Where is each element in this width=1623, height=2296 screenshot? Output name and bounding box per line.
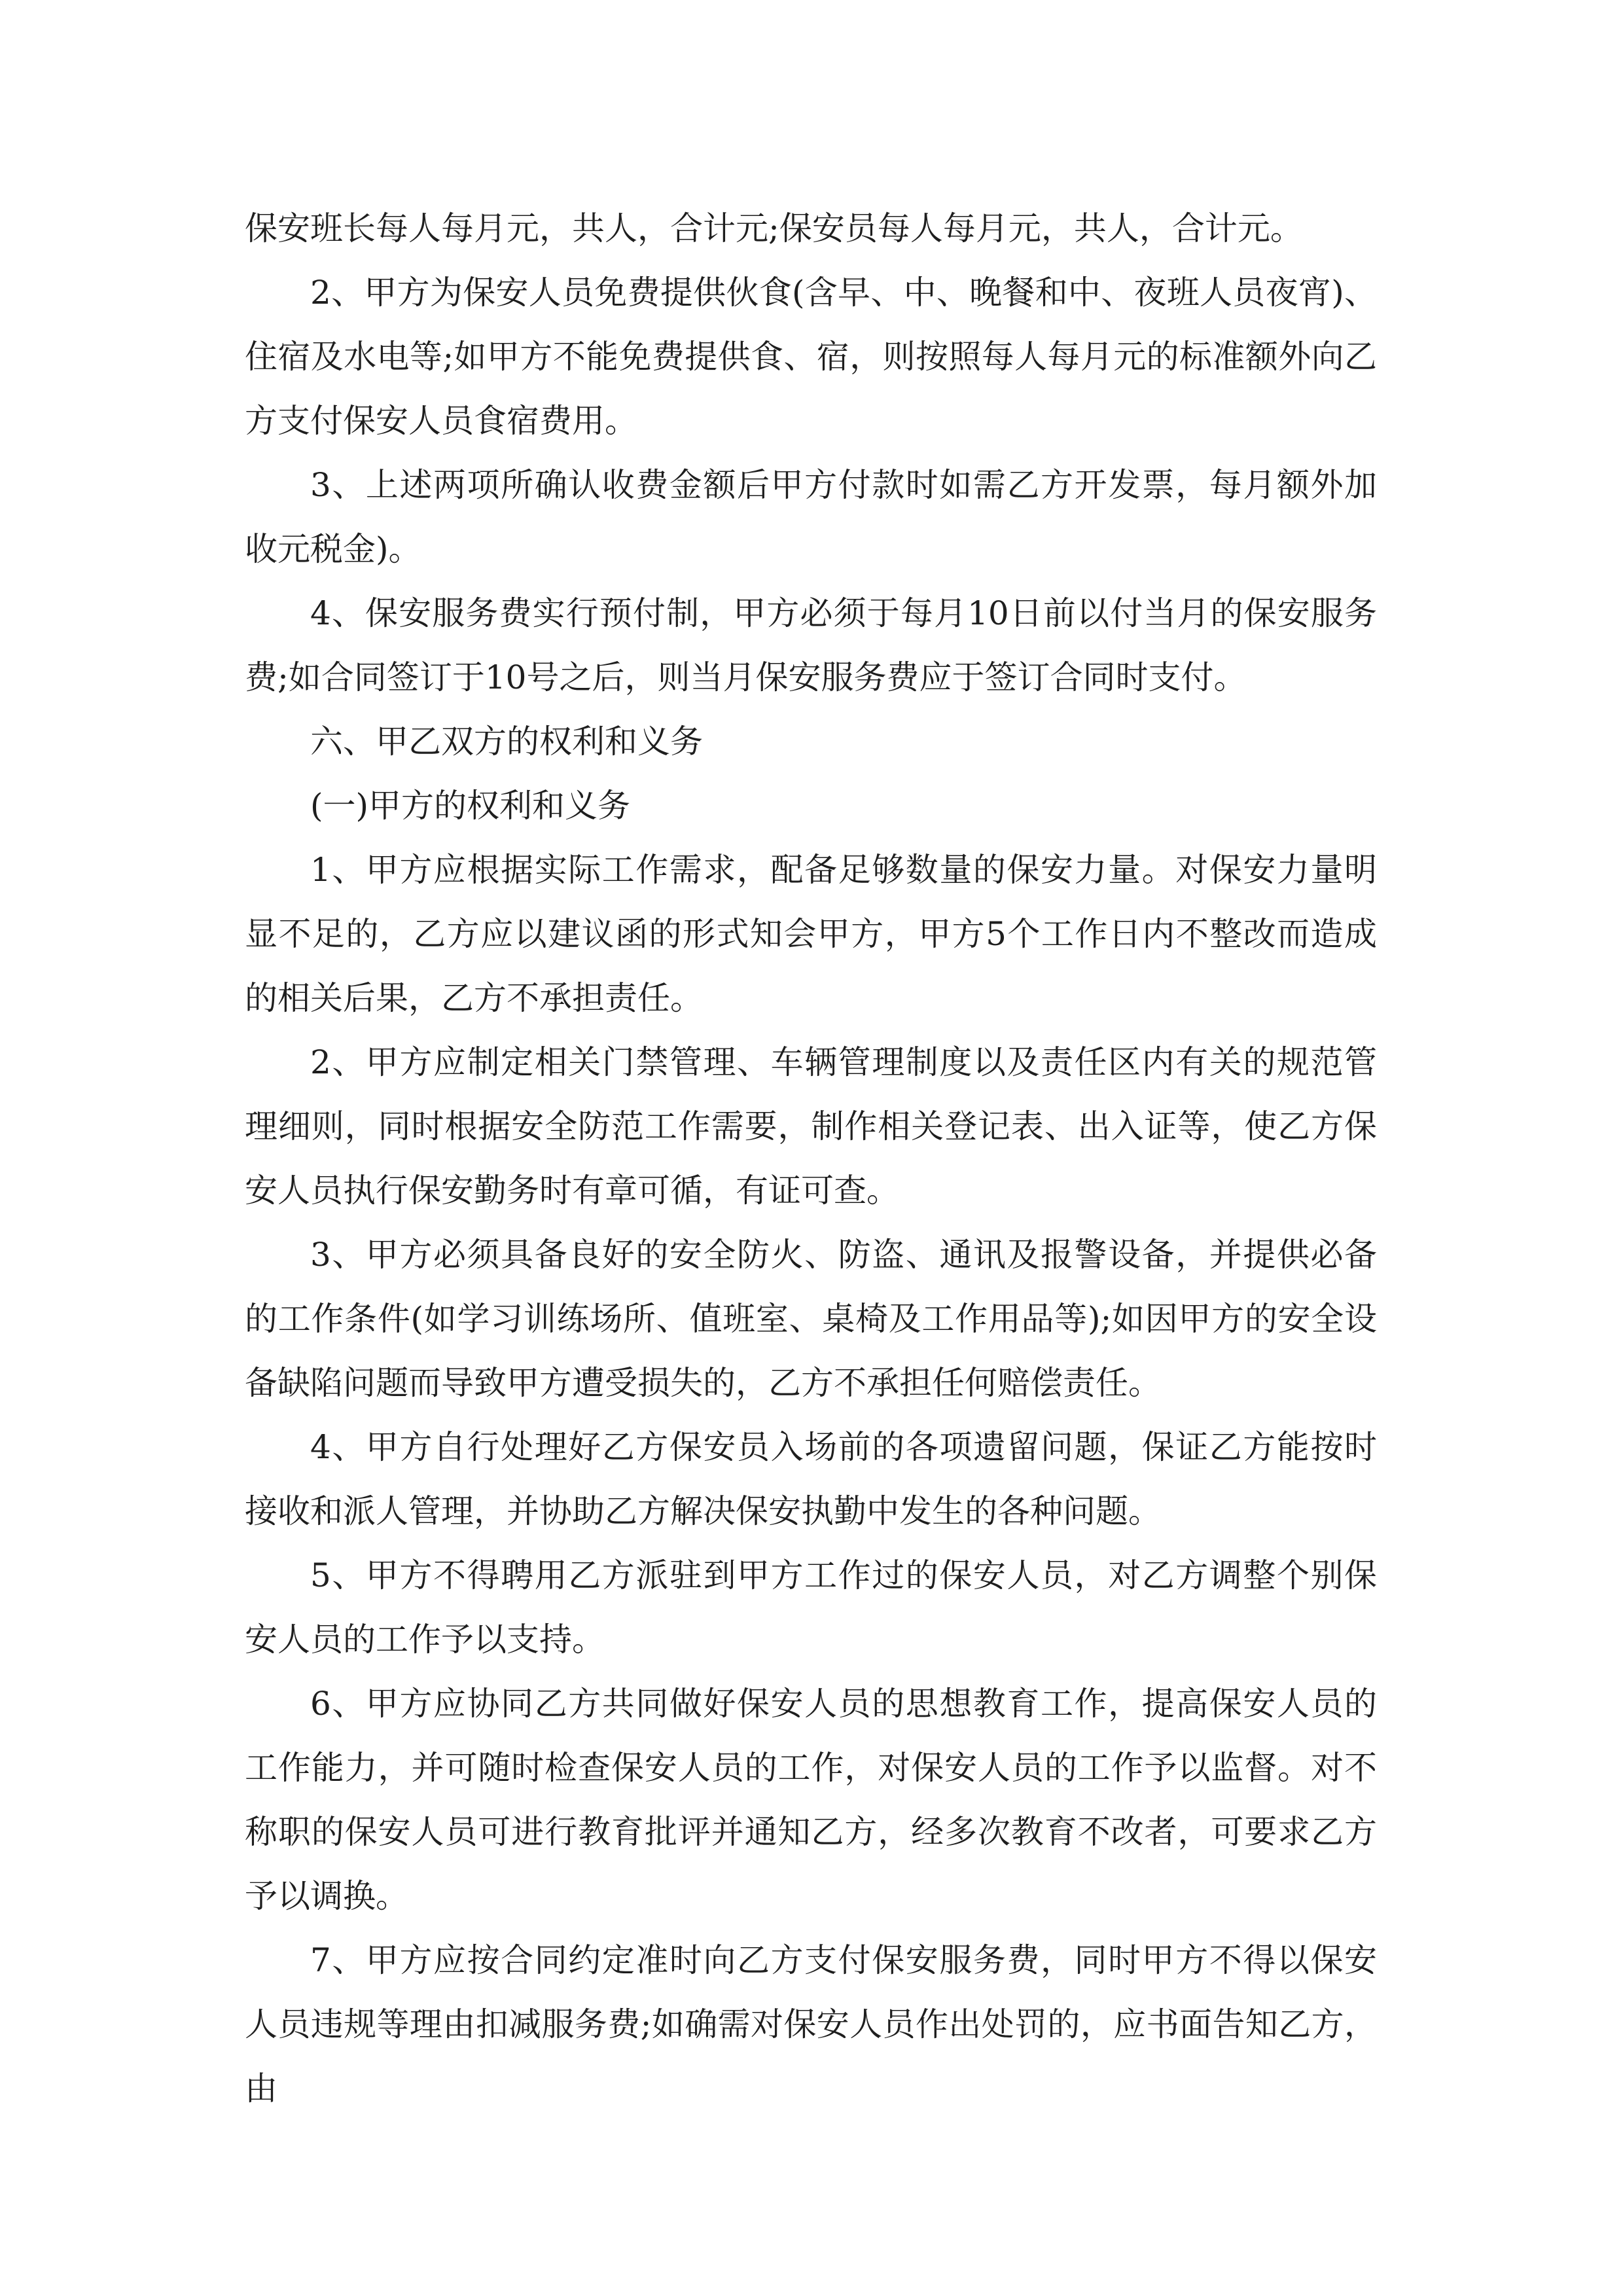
section-heading-rights-obligations: 六、甲乙双方的权利和义务 bbox=[310, 723, 703, 761]
paragraph-party-a-item-7: 7、甲方应按合同约定准时向乙方支付保安服务费，同时甲方不得以保安人员违规等理由扣减服务费;如确需对保安人员作出处罚的，应书面告知乙方，由 bbox=[245, 1941, 1377, 2108]
paragraph-party-a-item-6: 6、甲方应协同乙方共同做好保安人员的思想教育工作，提高保安人员的工作能力，并可随时检查保安人员的工作，对保安人员的工作予以监督。对不称职的保安人员可进行教育批评并通知乙方，经多次教育不改者，可要求乙方予以调换。 bbox=[245, 1685, 1377, 1915]
paragraph-fee-continuation: 保安班长每人每月元，共人，合计元;保安员每人每月元，共人，合计元。 bbox=[245, 209, 1303, 247]
paragraph-party-a-item-2: 2、甲方应制定相关门禁管理、车辆管理制度以及责任区内有关的规范管理细则，同时根据安全防范工作需要，制作相关登记表、出入证等，使乙方保安人员执行保安勤务时有章可循，有证可查。 bbox=[245, 1043, 1377, 1210]
paragraph-clause-3-invoice: 3、上述两项所确认收费金额后甲方付款时如需乙方开发票，每月额外加收元税金)。 bbox=[245, 466, 1377, 568]
paragraph-clause-2-meals: 2、甲方为保安人员免费提供伙食(含早、中、晚餐和中、夜班人员夜宵)、住宿及水电等;如甲方不能免费提供食、宿，则按照每人每月元的标准额外向乙方支付保安人员食宿费用。 bbox=[245, 274, 1377, 440]
paragraph-party-a-item-3: 3、甲方必须具备良好的安全防火、防盗、通讯及报警设备，并提供必备的工作条件(如学习训练场所、值班室、桌椅及工作用品等);如因甲方的安全设备缺陷问题而导致甲方遭受损失的，乙方不承担任何赔偿责任。 bbox=[245, 1236, 1377, 1402]
paragraph-party-a-item-4: 4、甲方自行处理好乙方保安员入场前的各项遗留问题，保证乙方能按时接收和派人管理，并协助乙方解决保安执勤中发生的各种问题。 bbox=[245, 1428, 1377, 1530]
subsection-heading-party-a: (一)甲方的权利和义务 bbox=[310, 787, 631, 825]
paragraph-clause-4-prepay: 4、保安服务费实行预付制，甲方必须于每月10日前以付当月的保安服务费;如合同签订于10号之后，则当月保安服务费应于签订合同时支付。 bbox=[245, 594, 1377, 696]
paragraph-party-a-item-5: 5、甲方不得聘用乙方派驻到甲方工作过的保安人员，对乙方调整个别保安人员的工作予以支持。 bbox=[245, 1556, 1377, 1659]
document-body bbox=[245, 196, 1377, 2121]
paragraph-party-a-item-1: 1、甲方应根据实际工作需求，配备足够数量的保安力量。对保安力量明显不足的，乙方应以建议函的形式知会甲方，甲方5个工作日内不整改而造成的相关后果，乙方不承担责任。 bbox=[245, 851, 1377, 1017]
